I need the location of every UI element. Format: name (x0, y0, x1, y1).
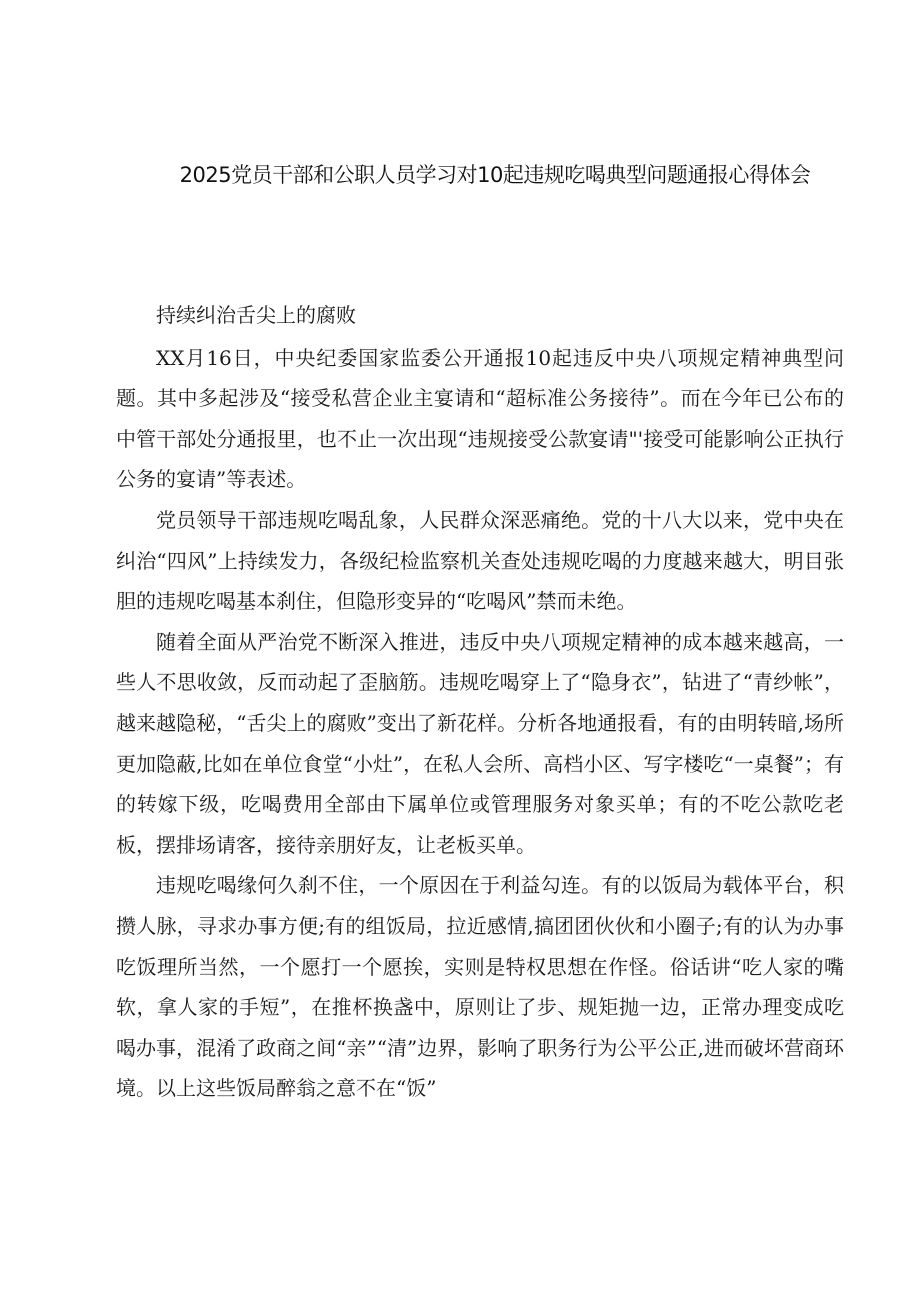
document-title: 2025党员干部和公职人员学习对10起违规吃喝典型问题通报心得体会 (179, 163, 811, 187)
paragraph-3: 随着全面从严治党不断深入推进，违反中央八项规定精神的成本越来越高，一些人不思收敛，反而动起了歪脑筋。违规吃喝穿上了“隐身衣”，钻进了“青纱帐”，越来越隐秘，“舌尖上的腐败”变出了新花样。分析各地通报看，有的由明转暗,场所更加隐蔽,比如在单位食堂“小灶”，在私人会所、高档小区、写字楼吃“一桌餐”；有的转嫁下级，吃喝费用全部由下属单位或管理服务对象买单；有的不吃公款吃老板，摆排场请客，接待亲朋好友，让老板买单。 (116, 629, 844, 857)
document-body (116, 295, 844, 1109)
paragraph-4: 违规吃喝缘何久刹不住，一个原因在于利益勾连。有的以饭局为载体平台，积攒人脉，寻求办事方便;有的组饭局，拉近感情,搞团团伙伙和小圈子;有的认为办事吃饭理所当然，一个愿打一个愿挨，实则是特权思想在作怪。俗话讲“吃人家的嘴软，拿人家的手短”，在推杯换盏中，原则让了步、规矩抛一边，正常办理变成吃喝办事，混淆了政商之间“亲”“清”边界，影响了职务行为公平公正,进而破坏营商环境。以上这些饭局醉翁之意不在“饭” (116, 873, 844, 1101)
paragraph-1: XX月16日，中央纪委国家监委公开通报10起违反中央八项规定精神典型问题。其中多起涉及“接受私营企业主宴请和“超标准公务接待”。而在今年已公布的中管干部处分通报里，也不止一次出现“违规接受公款宴请"'接受可能影响公正执行公务的宴请”等表述。 (116, 345, 844, 492)
paragraph-2: 党员领导干部违规吃喝乱象，人民群众深恶痛绝。党的十八大以来，党中央在纠治“四风”上持续发力，各级纪检监察机关查处违规吃喝的力度越来越大，明目张胆的违规吃喝基本刹住，但隐形变异的“吃喝风”禁而未绝。 (116, 507, 844, 614)
section-subtitle: 持续纠治舌尖上的腐败 (156, 303, 356, 327)
